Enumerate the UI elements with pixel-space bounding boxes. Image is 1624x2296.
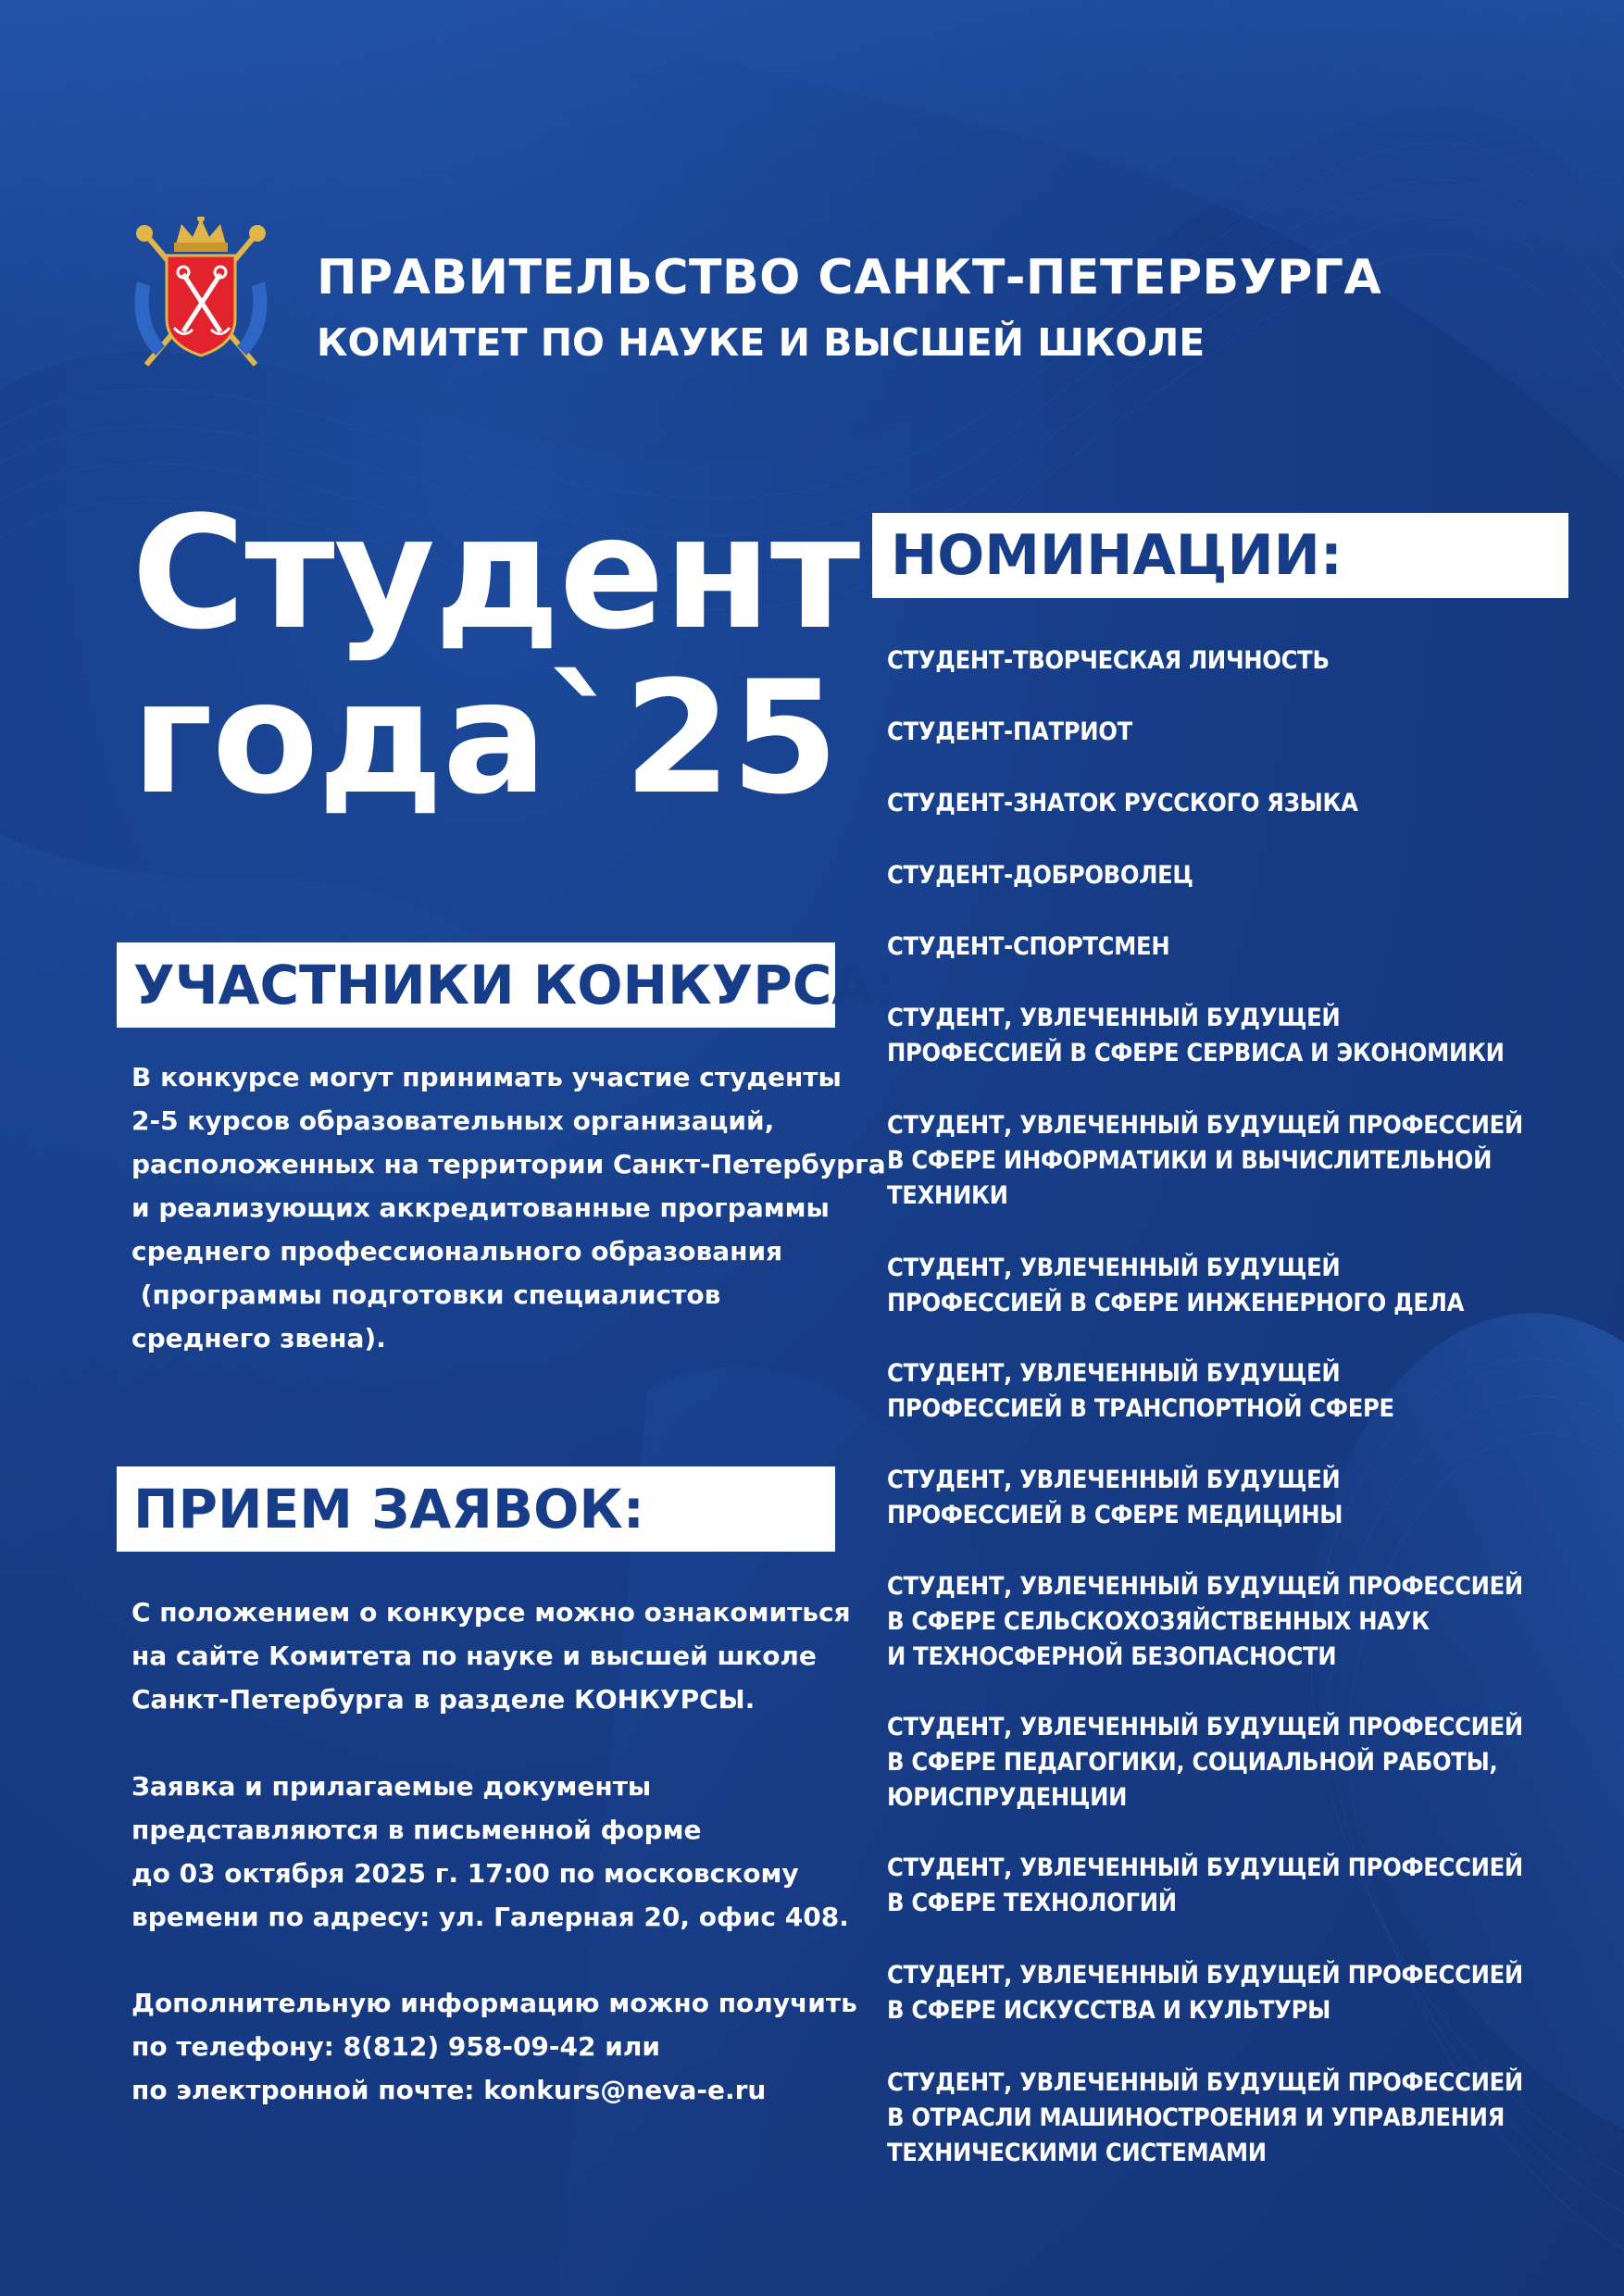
text-line: С положением о конкурсе можно ознакомиться <box>131 1597 851 1628</box>
nomination-line: В ОТРАСЛИ МАШИНОСТРОЕНИЯ И УПРАВЛЕНИЯ <box>887 2103 1505 2132</box>
nomination-item <box>887 1958 1523 2028</box>
nomination-line: ТЕХНИЧЕСКИМИ СИСТЕМАМИ <box>887 2139 1267 2167</box>
nomination-line: СТУДЕНТ, УВЛЕЧЕННЫЙ БУДУЩЕЙ ПРОФЕССИЕЙ <box>887 1961 1523 1990</box>
main-title <box>131 482 860 829</box>
text-line: Дополнительную информацию можно получить <box>131 1988 857 2018</box>
text-line: 2-5 курсов образовательных организаций, <box>131 1105 775 1136</box>
text-line: на сайте Комитета по науке и высшей школе <box>131 1641 817 1671</box>
nomination-line: ПРОФЕССИЕЙ В ТРАНСПОРТНОЙ СФЕРЕ <box>887 1394 1394 1423</box>
nomination-line: СТУДЕНТ, УВЛЕЧЕННЫЙ БУДУЩЕЙ ПРОФЕССИЕЙ <box>887 1713 1523 1741</box>
main-title-line-2: года`25 <box>131 647 839 829</box>
text-line: по телефону: 8(812) 958-09-42 или <box>131 2031 660 2062</box>
nomination-line: ТЕХНИКИ <box>887 1181 1008 1210</box>
nomination-item <box>887 1463 1343 1533</box>
nomination-item <box>887 643 1330 679</box>
applications-paragraph-1 <box>131 1591 851 1721</box>
nomination-line: ПРОФЕССИЕЙ В СФЕРЕ МЕДИЦИНЫ <box>887 1501 1343 1529</box>
nomination-item <box>887 1251 1464 1321</box>
nomination-line: СТУДЕНТ, УВЛЕЧЕННЫЙ БУДУЩЕЙ <box>887 1004 1341 1032</box>
nomination-line: ПРОФЕССИЕЙ В СФЕРЕ СЕРВИСА И ЭКОНОМИКИ <box>887 1039 1505 1067</box>
text-line: В конкурсе могут принимать участие студенты <box>131 1062 842 1092</box>
nomination-item <box>887 1356 1394 1427</box>
applications-paragraph-2 <box>131 1765 849 1939</box>
nomination-line: СТУДЕНТ-ЗНАТОК РУССКОГО ЯЗЫКА <box>887 789 1358 817</box>
nomination-item <box>887 786 1358 821</box>
text-line: и реализующих аккредитованные программы <box>131 1192 830 1223</box>
nomination-line: ЮРИСПРУДЕНЦИИ <box>887 1783 1128 1812</box>
text-line: представляются в письменной форме <box>131 1815 702 1845</box>
text-line: среднего профессионального образования <box>131 1236 783 1267</box>
nomination-line: СТУДЕНТ, УВЛЕЧЕННЫЙ БУДУЩЕЙ ПРОФЕССИЕЙ <box>887 1111 1523 1140</box>
nomination-item <box>887 715 1132 750</box>
applications-heading: ПРИЕМ ЗАЯВОК: <box>117 1466 835 1552</box>
nomination-line: И ТЕХНОСФЕРНОЙ БЕЗОПАСНОСТИ <box>887 1642 1337 1671</box>
text-line: расположенных на территории Санкт-Петербурга <box>131 1149 886 1179</box>
nomination-item <box>887 858 1193 893</box>
text-line: Санкт-Петербурга в разделе КОНКУРСЫ. <box>131 1684 756 1715</box>
nomination-item <box>887 1851 1523 1921</box>
nomination-line: В СФЕРЕ ТЕХНОЛОГИЙ <box>887 1889 1177 1917</box>
nomination-item <box>887 930 1169 965</box>
nomination-item <box>887 1569 1523 1675</box>
main-title-line-1: Студент <box>131 482 860 664</box>
nominations-heading: НОМИНАЦИИ: <box>872 513 1568 598</box>
nomination-line: СТУДЕНТ, УВЛЕЧЕННЫЙ БУДУЩЕЙ <box>887 1254 1341 1282</box>
nomination-line: В СФЕРЕ ИНФОРМАТИКИ И ВЫЧИСЛИТЕЛЬНОЙ <box>887 1146 1493 1175</box>
text-line: до 03 октября 2025 г. 17:00 по московскому <box>131 1858 799 1889</box>
org-title: ПРАВИТЕЛЬСТВО САНКТ-ПЕТЕРБУРГА <box>317 250 1382 306</box>
nomination-line: СТУДЕНТ, УВЛЕЧЕННЫЙ БУДУЩЕЙ ПРОФЕССИЕЙ <box>887 2068 1523 2097</box>
nomination-line: СТУДЕНТ-ДОБРОВОЛЕЦ <box>887 861 1193 890</box>
nomination-line: СТУДЕНТ, УВЛЕЧЕННЫЙ БУДУЩЕЙ ПРОФЕССИЕЙ <box>887 1572 1523 1601</box>
coat-of-arms-icon <box>128 217 274 380</box>
participants-heading: УЧАСТНИКИ КОНКУРСА: <box>117 942 835 1028</box>
text-line: по электронной почте: konkurs@neva-e.ru <box>131 2075 767 2105</box>
org-subtitle: КОМИТЕТ ПО НАУКЕ И ВЫСШЕЙ ШКОЛЕ <box>317 320 1206 365</box>
text-line: Заявка и прилагаемые документы <box>131 1771 652 1802</box>
nomination-line: ПРОФЕССИЕЙ В СФЕРЕ ИНЖЕНЕРНОГО ДЕЛА <box>887 1289 1465 1317</box>
nomination-item <box>887 2065 1523 2171</box>
nomination-item <box>887 1001 1505 1071</box>
nomination-line: В СФЕРЕ ИСКУССТВА И КУЛЬТУРЫ <box>887 1996 1330 2025</box>
nomination-line: СТУДЕНТ, УВЛЕЧЕННЫЙ БУДУЩЕЙ <box>887 1466 1341 1494</box>
nomination-line: СТУДЕНТ-СПОРТСМЕН <box>887 932 1170 961</box>
nomination-line: СТУДЕНТ-ТВОРЧЕСКАЯ ЛИЧНОСТЬ <box>887 646 1330 675</box>
nomination-line: СТУДЕНТ, УВЛЕЧЕННЫЙ БУДУЩЕЙ <box>887 1359 1341 1388</box>
nomination-line: В СФЕРЕ ПЕДАГОГИКИ, СОЦИАЛЬНОЙ РАБОТЫ, <box>887 1748 1498 1777</box>
nomination-line: В СФЕРЕ СЕЛЬСКОХОЗЯЙСТВЕННЫХ НАУК <box>887 1607 1430 1636</box>
nomination-line: СТУДЕНТ, УВЛЕЧЕННЫЙ БУДУЩЕЙ ПРОФЕССИЕЙ <box>887 1853 1523 1882</box>
text-line: (программы подготовки специалистов <box>131 1279 721 1310</box>
nomination-item <box>887 1108 1523 1214</box>
nomination-item <box>887 1710 1523 1816</box>
text-line: среднего звена). <box>131 1323 386 1354</box>
applications-paragraph-3 <box>131 1981 857 2112</box>
text-line: времени по адресу: ул. Галерная 20, офис 408. <box>131 1902 849 1932</box>
participants-text <box>131 1055 886 1360</box>
nomination-line: СТУДЕНТ-ПАТРИОТ <box>887 718 1132 746</box>
